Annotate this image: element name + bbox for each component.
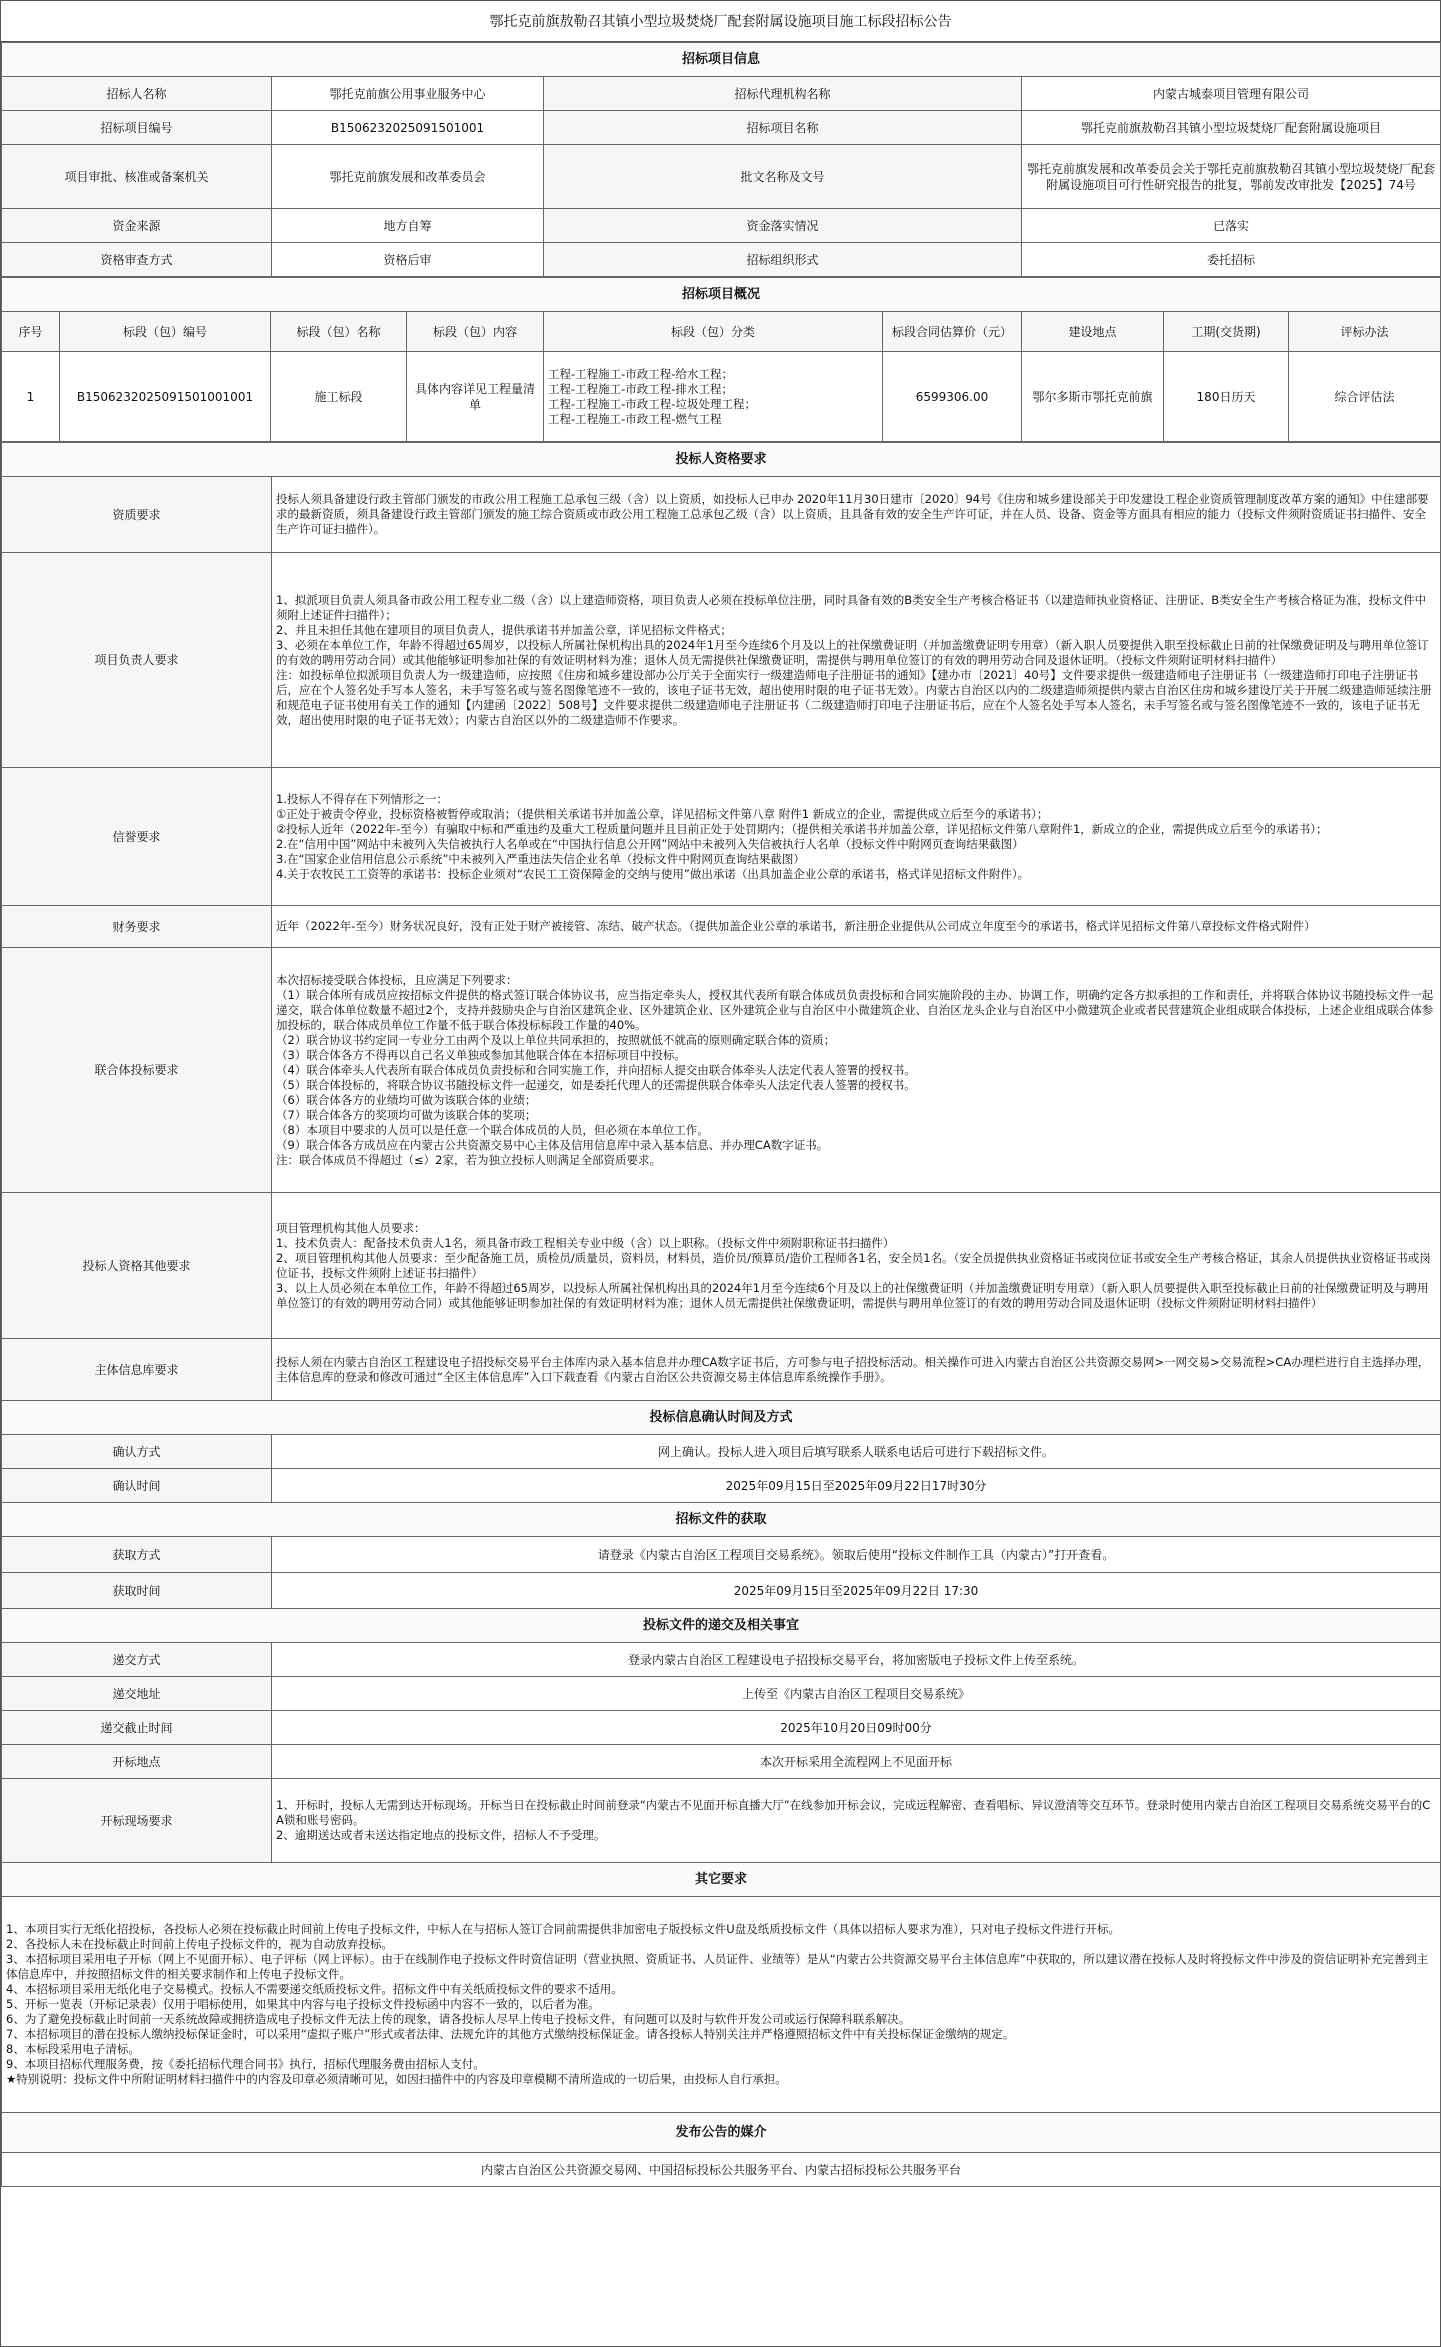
other-req-label: 投标人资格其他要求 — [2, 1193, 272, 1339]
union-label: 联合体投标要求 — [2, 948, 272, 1193]
agency-value: 内蒙古城泰项目管理有限公司 — [1022, 77, 1441, 111]
review-method-value: 资格后审 — [272, 243, 544, 277]
fund-status-value: 已落实 — [1022, 209, 1441, 243]
section-doc-get: 招标文件的获取 — [2, 1503, 1441, 1537]
fund-source-value: 地方自筹 — [272, 209, 544, 243]
approval-doc-label: 批文名称及文号 — [544, 145, 1022, 209]
col-section-content: 标段（包）内容 — [407, 312, 544, 352]
tenderer-value: 鄂托克前旗公用事业服务中心 — [272, 77, 544, 111]
section-qualification: 投标人资格要求 — [2, 443, 1441, 477]
approval-doc-value: 鄂托克前旗发展和改革委员会关于鄂托克前旗敖勒召其镇小型垃圾焚烧厂配套附属设施项目可行性研究报告的批复，鄂前发改审批发【2025】74号 — [1022, 145, 1441, 209]
section-media: 发布公告的媒介 — [2, 2113, 1441, 2153]
submit-addr-text: 上传至《内蒙古自治区工程项目交易系统》 — [272, 1677, 1441, 1711]
doc-time-text: 2025年09月15日至2025年09月22日 17:30 — [272, 1573, 1441, 1609]
qualification-label: 资质要求 — [2, 477, 272, 553]
project-code-value: B1506232025091501001 — [272, 111, 544, 145]
col-duration: 工期(交货期) — [1164, 312, 1289, 352]
section-confirm-time: 投标信息确认时间及方式 — [2, 1401, 1441, 1435]
section-other: 其它要求 — [2, 1863, 1441, 1897]
submit-deadline-text: 2025年10月20日09时00分 — [272, 1711, 1441, 1745]
cell-section-content: 具体内容详见工程量清单 — [407, 352, 544, 442]
org-form-value: 委托招标 — [1022, 243, 1441, 277]
submit-deadline-label: 递交截止时间 — [2, 1711, 272, 1745]
cell-section-code: B1506232025091501001001 — [60, 352, 271, 442]
col-section-name: 标段（包）名称 — [271, 312, 407, 352]
opening-req-label: 开标现场要求 — [2, 1779, 272, 1863]
cell-estimated-price: 6599306.00 — [883, 352, 1022, 442]
entity-db-text: 投标人须在内蒙古自治区工程建设电子招投标交易平台主体库内录入基本信息并办理CA数字证书后，方可参与电子招投标活动。相关操作可进入内蒙古自治区公共资源交易网>一网交易>交易流程>CA办理栏进行自主选择办理，主体信息库的登录和修改可通过“全区主体信息库”入口下载查看《内蒙古自治区公共资源交易主体信息库系统操作手册》。 — [272, 1339, 1441, 1401]
org-form-label: 招标组织形式 — [544, 243, 1022, 277]
col-estimated-price: 标段合同估算价（元） — [883, 312, 1022, 352]
entity-db-label: 主体信息库要求 — [2, 1339, 272, 1401]
project-code-label: 招标项目编号 — [2, 111, 272, 145]
agency-label: 招标代理机构名称 — [544, 77, 1022, 111]
qualification-table — [1, 442, 1441, 2187]
finance-label: 财务要求 — [2, 906, 272, 948]
col-index: 序号 — [2, 312, 60, 352]
opening-place-text: 本次开标采用全流程网上不见面开标 — [272, 1745, 1441, 1779]
cell-index: 1 — [2, 352, 60, 442]
cell-location: 鄂尔多斯市鄂托克前旗 — [1022, 352, 1164, 442]
review-method-label: 资格审查方式 — [2, 243, 272, 277]
fund-status-label: 资金落实情况 — [544, 209, 1022, 243]
col-section-category: 标段（包）分类 — [544, 312, 883, 352]
cell-section-name: 施工标段 — [271, 352, 407, 442]
credit-label: 信誉要求 — [2, 768, 272, 906]
project-name-label: 招标项目名称 — [544, 111, 1022, 145]
credit-text: 1.投标人不得存在下列情形之一： ①正处于被责令停业，投标资格被暂停或取消；（提供相关承诺书并加盖公章，详见招标文件第八章 附件1 新成立的企业，需提供成立后至今的承诺书）； ②投标人近年（2022年-至今）有骗取中标和严重违约及重大工程质量问题并且目前正处于处罚期内；（提供相关承诺书并加盖公章，详见招标文件第八章附件1，新成立的企业，需提供成立后至今的承诺书）； 2.在“信用中国”网站中未被列入失信被执行人名单或在“中国执行信息公开网”网站中未被列入失信被执行人名单（投标文件中附网页查询结果截图） 3.在“国家企业信用信息公示系统”中未被列入严重违法失信企业名单（投标文件中附网页查询结果截图） 4.关于农牧民工工资等的承诺书：投标企业须对“农民工工资保障金的交纳与使用”做出承诺（出具加盖企业公章的承诺书，格式详见招标文件附件）。 — [272, 768, 1441, 906]
page-title: 鄂托克前旗敖勒召其镇小型垃圾焚烧厂配套附属设施项目施工标段招标公告 — [1, 1, 1440, 42]
col-location: 建设地点 — [1022, 312, 1164, 352]
section-project-overview: 招标项目概况 — [2, 278, 1441, 312]
table-row — [2, 352, 1441, 442]
fund-source-label: 资金来源 — [2, 209, 272, 243]
submit-way-label: 递交方式 — [2, 1643, 272, 1677]
confirm-time-text: 2025年09月15日至2025年09月22日17时30分 — [272, 1469, 1441, 1503]
opening-req-text: 1、开标时，投标人无需到达开标现场。开标当日在投标截止时间前登录“内蒙古不见面开标直播大厅”在线参加开标会议，完成远程解密、查看唱标、异议澄清等交互环节。登录时使用内蒙古自治区工程项目交易系统交易平台的CA锁和账号密码。 2、逾期送达或者未送达指定地点的投标文件，招标人不予受理。 — [272, 1779, 1441, 1863]
doc-time-label: 获取时间 — [2, 1573, 272, 1609]
section-submit: 投标文件的递交及相关事宜 — [2, 1609, 1441, 1643]
submit-way-text: 登录内蒙古自治区工程建设电子招投标交易平台，将加密版电子投标文件上传至系统。 — [272, 1643, 1441, 1677]
overview-table — [1, 277, 1441, 442]
doc-method-text: 请登录《内蒙古自治区工程项目交易系统》。领取后使用“投标文件制作工具（内蒙古）”打开查看。 — [272, 1537, 1441, 1573]
other-req-text: 项目管理机构其他人员要求： 1、技术负责人：配备技术负责人1名，须具备市政工程相关专业中级（含）以上职称。（投标文件中须附职称证书扫描件） 2、项目管理机构其他人员要求：至少配备施工员，质检员/质量员，资料员，材料员，造价员/预算员/造价工程师各1名，安全员1名。（安全员提供执业资格证书或岗位证书或安全生产考核合格证，其余人员提供执业资格证书或岗位证书，投标文件须附上述证书扫描件） 3、以上人员必须在本单位工作，年龄不得超过65周岁，以投标人所属社保机构出具的2024年1月至今连续6个月及以上的社保缴费证明（并加盖缴费证明专用章）（新入职人员要提供入职至投标截止日前的社保缴费证明及与聘用单位签订的有效的聘用劳动合同）或其他能够证明参加社保的有效证明材料为准；退休人员无需提供社保缴费证明，需提供与聘用单位签订的有效的聘用劳动合同及退休证明（投标文件须附证明材料扫描件） — [272, 1193, 1441, 1339]
finance-text: 近年（2022年-至今）财务状况良好，没有正处于财产被接管、冻结、破产状态。（提供加盖企业公章的承诺书，新注册企业提供从公司成立年度至今的承诺书，格式详见招标文件第八章投标文件格式附件） — [272, 906, 1441, 948]
section-project-info: 招标项目信息 — [2, 43, 1441, 77]
confirm-method-label: 确认方式 — [2, 1435, 272, 1469]
approval-authority-label: 项目审批、核准或备案机关 — [2, 145, 272, 209]
union-text: 本次招标接受联合体投标，且应满足下列要求： （1）联合体所有成员应按招标文件提供的格式签订联合体协议书，应当指定牵头人，授权其代表所有联合体成员负责投标和合同实施阶段的主办、协调工作，明确约定各方拟承担的工作和责任，并将联合体协议书随投标文件一起递交，联合体单位数量不超过2个，支持并鼓励央企与自治区建筑企业、区外建筑企业、区外建筑企业与自治区中小微建筑企业、自治区龙头企业与自治区中小微建筑企业或者民营建筑企业组成联合体投标，上述企业组成联合体参加投标的，联合体成员单位工作量不低于联合体投标标段工作量的40%。 （2）联合协议书约定同一专业分工由两个及以上单位共同承担的，按照就低不就高的原则确定联合体的资质； （3）联合体各方不得再以自己名义单独或参加其他联合体在本招标项目中投标。 （4）联合体牵头人代表所有联合体成员负责投标和合同实施工作，并向招标人提交由联合体牵头人法定代表人签署的授权书。 （5）联合体投标的，将联合协议书随投标文件一起递交，如是委托代理人的还需提供联合体牵头人法定代表人签署的授权书。 （6）联合体各方的业绩均可做为该联合体的业绩； （7）联合体各方的奖项均可做为该联合体的奖项； （8）本项目中要求的人员可以是任意一个联合体成员的人员，但必须在本单位工作。 （9）联合体各方成员应在内蒙古公共资源交易中心主体及信用信息库中录入基本信息、并办理CA数字证书。 注：联合体成员不得超过（≤）2家，若为独立投标人则满足全部资质要求。 — [272, 948, 1441, 1193]
doc-method-label: 获取方式 — [2, 1537, 272, 1573]
other-requirements-text: 1、本项目实行无纸化招投标，各投标人必须在投标截止时间前上传电子投标文件，中标人在与招标人签订合同前需提供非加密电子版投标文件U盘及纸质投标文件（具体以招标人要求为准），只对电子投标文件进行开标。 2、各投标人未在投标截止时间前上传电子投标文件的，视为自动放弃投标。 3、本招标项目采用电子开标（网上不见面开标）、电子评标（网上评标）。由于在线制作电子投标文件时资信证明（营业执照、资质证书、人员证件、业绩等）是从“内蒙古公共资源交易平台主体信息库”中获取的，所以建议潜在投标人及时将投标文件中涉及的资信证明补充完善到主体信息库中，并按照招标文件的相关要求制作和上传电子投标文件。 4、本招标项目采用无纸化电子交易模式。投标人不需要递交纸质投标文件。招标文件中有关纸质投标文件的要求不适用。 5、开标一览表（开标记录表）仅用于唱标使用，如果其中内容与电子投标文件投标函中内容不一致的，以后者为准。 6、为了避免投标截止时间前一天系统故障或拥挤造成电子投标文件无法上传的现象，请各投标人尽早上传电子投标文件，有问题可以及时与软件开发公司或运行保障科联系解决。 7、本招标项目的潜在投标人缴纳投标保证金时，可以采用“虚拟子账户”形式或者法律、法规允许的其他方式缴纳投标保证金。请各投标人特别关注并严格遵照招标文件中有关投标保证金缴纳的规定。 8、本标段采用电子清标。 9、本项目招标代理服务费，按《委托招标代理合同书》执行，招标代理服务费由招标人支付。 ★特别说明：投标文件中所附证明材料扫描件中的内容及印章必须清晰可见，如因扫描件中的内容及印章模糊不清所造成的一切后果，由投标人自行承担。 — [2, 1897, 1441, 2113]
project-name-value: 鄂托克前旗敖勒召其镇小型垃圾焚烧厂配套附属设施项目 — [1022, 111, 1441, 145]
approval-authority-value: 鄂托克前旗发展和改革委员会 — [272, 145, 544, 209]
pm-label: 项目负责人要求 — [2, 553, 272, 768]
confirm-time-label: 确认时间 — [2, 1469, 272, 1503]
cell-section-category: 工程-工程施工-市政工程-给水工程； 工程-工程施工-市政工程-排水工程； 工程-工程施工-市政工程-垃圾处理工程； 工程-工程施工-市政工程-燃气工程 — [544, 352, 883, 442]
cell-duration: 180日历天 — [1164, 352, 1289, 442]
confirm-method-text: 网上确认。投标人进入项目后填写联系人联系电话后可进行下载招标文件。 — [272, 1435, 1441, 1469]
media-text: 内蒙古自治区公共资源交易网、中国招标投标公共服务平台、内蒙古招标投标公共服务平台 — [2, 2153, 1441, 2187]
col-section-code: 标段（包）编号 — [60, 312, 271, 352]
pm-text: 1、拟派项目负责人须具备市政公用工程专业二级（含）以上建造师资格，项目负责人必须在投标单位注册，同时具备有效的B类安全生产考核合格证书（以建造师执业资格证、注册证、B类安全生产考核合格证为准，投标文件中须附上述证件扫描件）； 2、并且未担任其他在建项目的项目负责人，提供承诺书并加盖公章，详见招标文件格式； 3、必须在本单位工作，年龄不得超过65周岁，以投标人所属社保机构出具的2024年1月至今连续6个月及以上的社保缴费证明（并加盖缴费证明专用章）（新入职人员要提供入职至投标截止日前的社保缴费证明及与聘用单位签订的有效的聘用劳动合同）或其他能够证明参加社保的有效证明材料为准；退休人员无需提供社保缴费证明，需提供与聘用单位签订的有效的聘用劳动合同及退休证明。（投标文件须附证明材料扫描件） 注：如投标单位拟派项目负责人为一级建造师，应按照《住房和城乡建设部办公厅关于全面实行一级建造师电子注册证书的通知》【建办市〔2021〕40号】文件要求提供一级建造师电子注册证书（一级建造师打印电子注册证书后，应在个人签名处手写本人签名，未手写签名或与签名图像笔迹不一致的，该电子证书无效，超出使用时限的电子证书无效）。内蒙古自治区以内的二级建造师须提供内蒙古自治区住房和城乡建设厅关于开展二级建造师延续注册和规范电子证书使用有关工作的通知【内建函〔2022〕508号】文件要求提供二级建造师电子注册证书（二级建造师打印电子注册证书后，应在个人签名处手写本人签名，未手写签名或与签名图像笔迹不一致的，该电子证书无效，超出使用时限的电子证书无效）；内蒙古自治区以外的二级建造师不作要求。 — [272, 553, 1441, 768]
opening-place-label: 开标地点 — [2, 1745, 272, 1779]
announcement-table — [1, 42, 1441, 277]
col-evaluation: 评标办法 — [1289, 312, 1441, 352]
tenderer-label: 招标人名称 — [2, 77, 272, 111]
submit-addr-label: 递交地址 — [2, 1677, 272, 1711]
qualification-text: 投标人须具备建设行政主管部门颁发的市政公用工程施工总承包三级（含）以上资质，如投标人已申办 2020年11月30日建市〔2020〕94号《住房和城乡建设部关于印发建设工程企业资质管理制度改革方案的通知》中住建部要求的最新资质，须具备建设行政主管部门颁发的施工综合资质或市政公用工程施工总承包乙级（含）以上资质，且具备有效的安全生产许可证，并在人员、设备、资金等方面具有相应的能力（投标文件须附资质证书扫描件、安全生产许可证扫描件）。 — [272, 477, 1441, 553]
cell-evaluation: 综合评估法 — [1289, 352, 1441, 442]
